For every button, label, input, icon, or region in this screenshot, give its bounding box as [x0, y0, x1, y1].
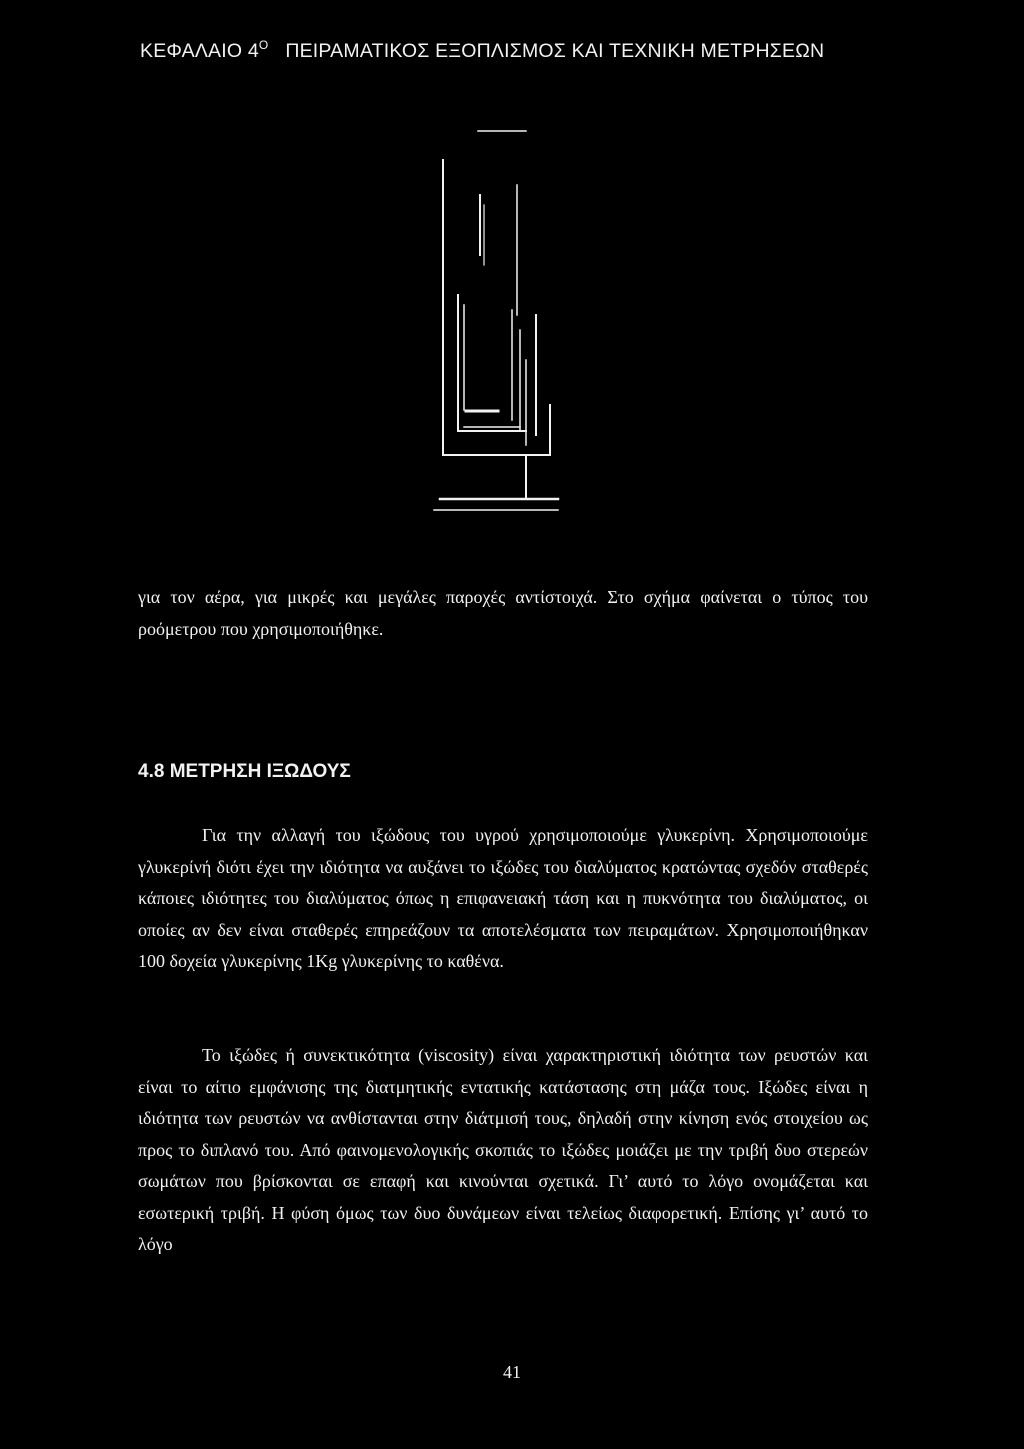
paragraph-flowmeter: για τον αέρα, για μικρές και μεγάλες παροχές αντίστοιχά. Στο σχήμα φαίνεται ο τύπος του ροόμετρου που χρησιμοποιήθηκε.	[138, 587, 868, 639]
chapter-superscript: Ο	[258, 38, 269, 52]
paragraph-glycerin: Για την αλλαγή του ιξώδους του υγρού χρησιμοποιούμε γλυκερίνη. Χρησιμοποιούμε γλυκερίνή διότι έχει την ιδιότητα να αυξάνει το ιξώδες του διαλύματος κρατώντας σχεδόν σταθερές κάποιες ιδιότητες του διαλύματος όπως η επιφανειακή τάση και η πυκνότητα του διαλύματος, οι οποίες αν δεν είναι σταθερές επηρεάζουν τα αποτελέσματα των πειραμάτων. Χρησιμοποιήθηκαν 100 δοχεία γλυκερίνης 1Kg γλυκερίνης το καθένα.	[138, 825, 868, 971]
flowmeter-figure	[380, 115, 640, 525]
flowmeter-drawing-icon	[380, 115, 640, 525]
chapter-title: ΠΕΙΡΑΜΑΤΙΚΟΣ ΕΞΟΠΛΙΣΜΟΣ ΚΑΙ ΤΕΧΝΙΚΗ ΜΕΤΡΗΣΕΩΝ	[285, 40, 825, 62]
paragraph-viscosity: Το ιξώδες ή συνεκτικότητα (viscosity) είναι χαρακτηριστική ιδιότητα των ρευστών και είναι το αίτιο εμφάνισης της διατμητικής εντατικής κατάστασης στη μάζα τους. Ιξώδες είναι η ιδιότητα των ρευστών να ανθίστανται στην διάτμισή τους, δηλαδή στην κίνηση ενός στοιχείου ως προς το διπλανό του. Από φαινομενολογικής σκοπιάς το ιξώδες μοιάζει με την τριβή δυο στερεών σωμάτων που βρίσκονται σε επαφή και κινούνται σχετικά. Γι’ αυτό το λόγο ονομάζεται και εσωτερική τριβή. Η φύση όμως των δυο δυνάμεων είναι τελείως διαφορετική. Επίσης γι’ αυτό το λόγο	[138, 1045, 868, 1254]
page-number: 41	[503, 1362, 521, 1382]
page-header	[140, 38, 900, 63]
chapter-prefix: ΚΕΦΑΛΑΙΟ 4	[140, 40, 259, 62]
section-heading: 4.8 ΜΕΤΡΗΣΗ ΙΞΩΔΟΥΣ	[138, 761, 351, 782]
